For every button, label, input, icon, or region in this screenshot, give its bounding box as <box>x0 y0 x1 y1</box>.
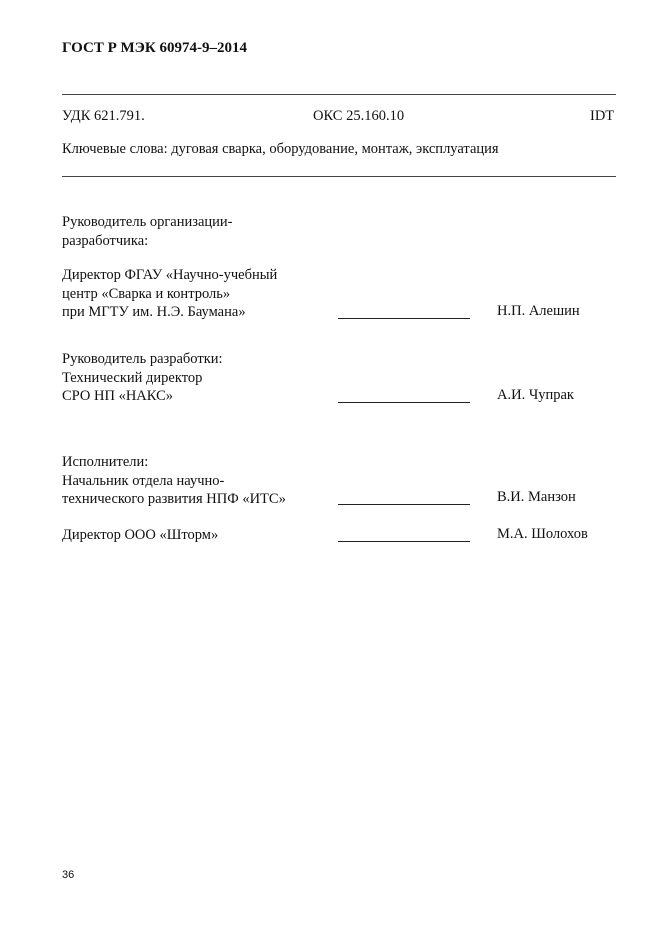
signatory-line: центр «Сварка и контроль» <box>62 285 231 302</box>
signatory-name: Н.П. Алешин <box>497 303 580 319</box>
developer-head-line: Руководитель организации- <box>62 214 233 230</box>
oks-code: ОКС 25.160.10 <box>313 108 405 124</box>
signatory-line: Руководитель разработки: <box>62 351 223 367</box>
signatory-line: Директор ФГАУ «Научно-учебный <box>62 267 278 283</box>
document-title: ГОСТ Р МЭК 60974-9–2014 <box>62 40 247 56</box>
signature-line <box>338 504 470 505</box>
developer-head-block <box>62 213 233 250</box>
signatory-block-chuprak <box>62 350 223 406</box>
signatory-line: Технический директор <box>62 369 203 386</box>
keywords-line: Ключевые слова: дуговая сварка, оборудование, монтаж, эксплуатация <box>62 141 499 157</box>
signatory-block-aleshin <box>62 266 277 322</box>
signature-line <box>338 318 470 319</box>
signatory-line: Начальник отдела научно- <box>62 472 225 489</box>
top-divider <box>62 94 616 95</box>
signature-line <box>338 402 470 403</box>
signatory-name: В.И. Манзон <box>497 489 576 505</box>
signatory-block-sholokhov <box>62 526 218 545</box>
signatory-line: Директор ООО «Шторм» <box>62 527 219 543</box>
signature-line <box>338 541 470 542</box>
signatory-name: М.А. Шолохов <box>497 526 588 542</box>
signatory-name: А.И. Чупрак <box>497 387 574 403</box>
bottom-divider <box>62 176 616 177</box>
signatory-line: технического развития НПФ «ИТС» <box>62 491 286 507</box>
signatory-line: СРО НП «НАКС» <box>62 388 174 404</box>
idt-mark: IDT <box>590 108 615 124</box>
udk-code: УДК 621.791. <box>62 108 145 124</box>
page-number: 36 <box>62 869 75 881</box>
signatory-block-manzon <box>62 453 286 509</box>
signatory-line: Исполнители: <box>62 454 149 470</box>
developer-head-line: разработчика: <box>62 232 149 249</box>
signatory-line: при МГТУ им. Н.Э. Баумана» <box>62 304 246 320</box>
